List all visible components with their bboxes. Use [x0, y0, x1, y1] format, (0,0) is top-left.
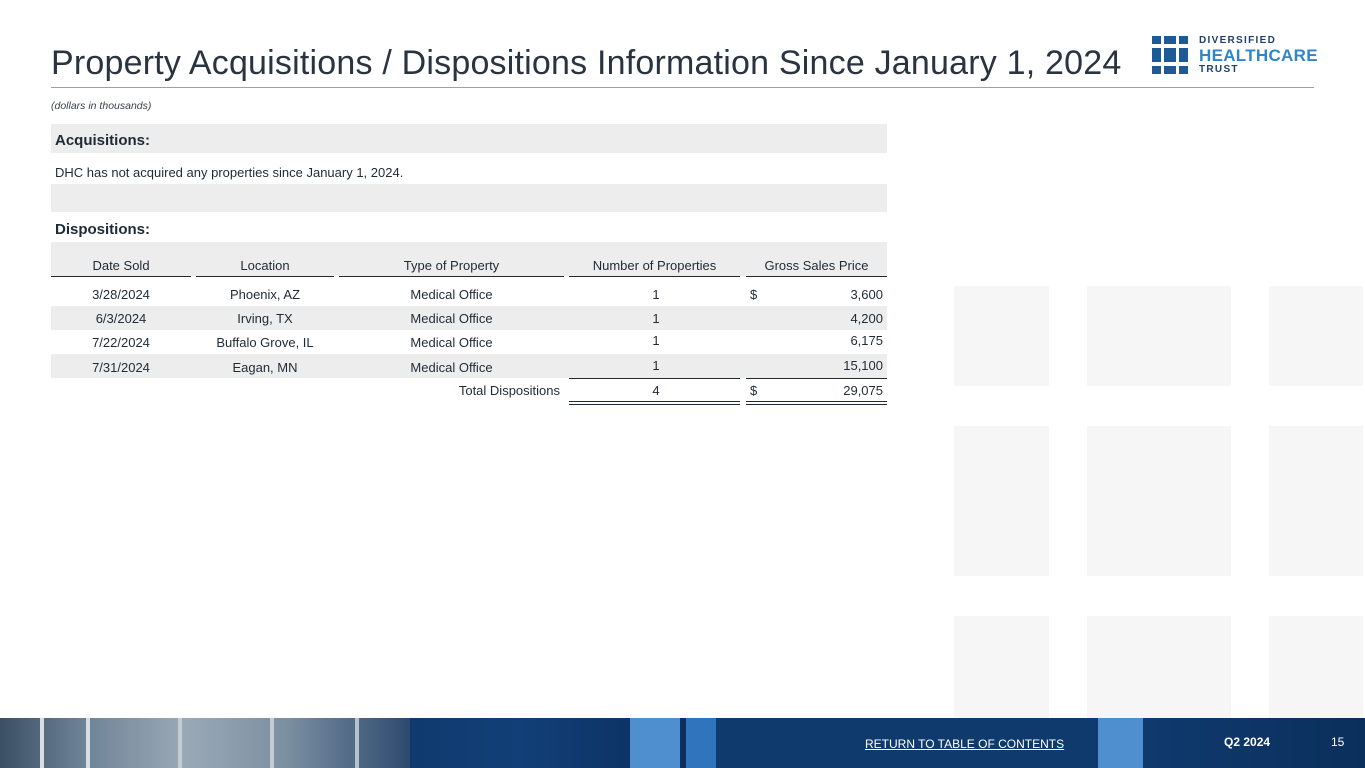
total-currency: $ [750, 383, 758, 398]
type-cell: Medical Office [410, 287, 493, 302]
background-panel [1087, 426, 1231, 576]
price-cell: 6,175 [850, 333, 883, 348]
price-cell: 4,200 [850, 311, 883, 326]
column-header-location: Location [196, 258, 334, 277]
number-cell: 1 [652, 333, 660, 348]
background-panel [1269, 616, 1363, 718]
total-double-rule [569, 404, 740, 405]
number-cell: 1 [652, 358, 660, 373]
return-to-contents-link[interactable]: RETURN TO TABLE OF CONTENTS [865, 737, 1065, 751]
type-cell: Medical Office [410, 311, 493, 326]
background-panel [954, 426, 1049, 576]
page-number: 15 [1331, 735, 1345, 749]
logo-wordmark [1199, 36, 1318, 75]
total-double-rule [746, 401, 887, 402]
background-panel [1269, 426, 1363, 576]
type-cell: Medical Office [410, 360, 493, 375]
background-panel [954, 286, 1049, 386]
date-cell: 3/28/2024 [92, 287, 150, 302]
background-panel [1087, 286, 1231, 386]
spacer-band [51, 184, 887, 212]
price-cell: 3,600 [850, 287, 883, 302]
logo-line-3: TRUST [1199, 64, 1239, 75]
total-label: Total Dispositions [458, 383, 560, 398]
logo-line-1: DIVERSIFIED [1199, 35, 1277, 46]
background-panel [1269, 286, 1363, 386]
currency-cell: $ [750, 287, 758, 302]
units-note: (dollars in thousands) [51, 100, 152, 112]
date-cell: 6/3/2024 [95, 311, 147, 326]
total-price: 29,075 [843, 383, 883, 398]
date-cell: 7/31/2024 [92, 360, 150, 375]
location-cell: Eagan, MN [232, 360, 298, 375]
number-cell: 1 [652, 287, 660, 302]
location-cell: Buffalo Grove, IL [216, 335, 314, 350]
column-header-type: Type of Property [339, 258, 564, 277]
location-cell: Phoenix, AZ [229, 287, 301, 302]
title-divider [51, 87, 1314, 88]
acquisitions-label: Acquisitions: [55, 132, 151, 149]
acquisitions-text: DHC has not acquired any properties since January 1, 2024. [55, 165, 404, 180]
quarter-label: Q2 2024 [1224, 735, 1271, 749]
background-panel [1087, 616, 1231, 718]
total-number: 4 [652, 383, 660, 398]
price-cell: 15,100 [843, 358, 883, 373]
page-title: Property Acquisitions / Dispositions Information Since January 1, 2024 [51, 44, 1122, 82]
column-header-price: Gross Sales Price [746, 258, 887, 277]
total-double-rule [746, 404, 887, 405]
acquisitions-header-band [51, 124, 887, 153]
background-panel [954, 616, 1049, 718]
type-cell: Medical Office [410, 335, 493, 350]
total-double-rule [569, 401, 740, 402]
footer-band [0, 718, 1365, 768]
location-cell: Irving, TX [237, 311, 293, 326]
logo-line-2: HEALTHCARE [1199, 46, 1318, 65]
subtotal-rule [746, 378, 887, 379]
subtotal-rule [569, 378, 740, 379]
column-header-number: Number of Properties [569, 258, 740, 277]
dispositions-label: Dispositions: [55, 221, 151, 238]
number-cell: 1 [652, 311, 660, 326]
company-logo [1152, 36, 1317, 76]
column-header-date: Date Sold [51, 258, 191, 277]
logo-grid-icon [1152, 36, 1188, 74]
date-cell: 7/22/2024 [92, 335, 150, 350]
